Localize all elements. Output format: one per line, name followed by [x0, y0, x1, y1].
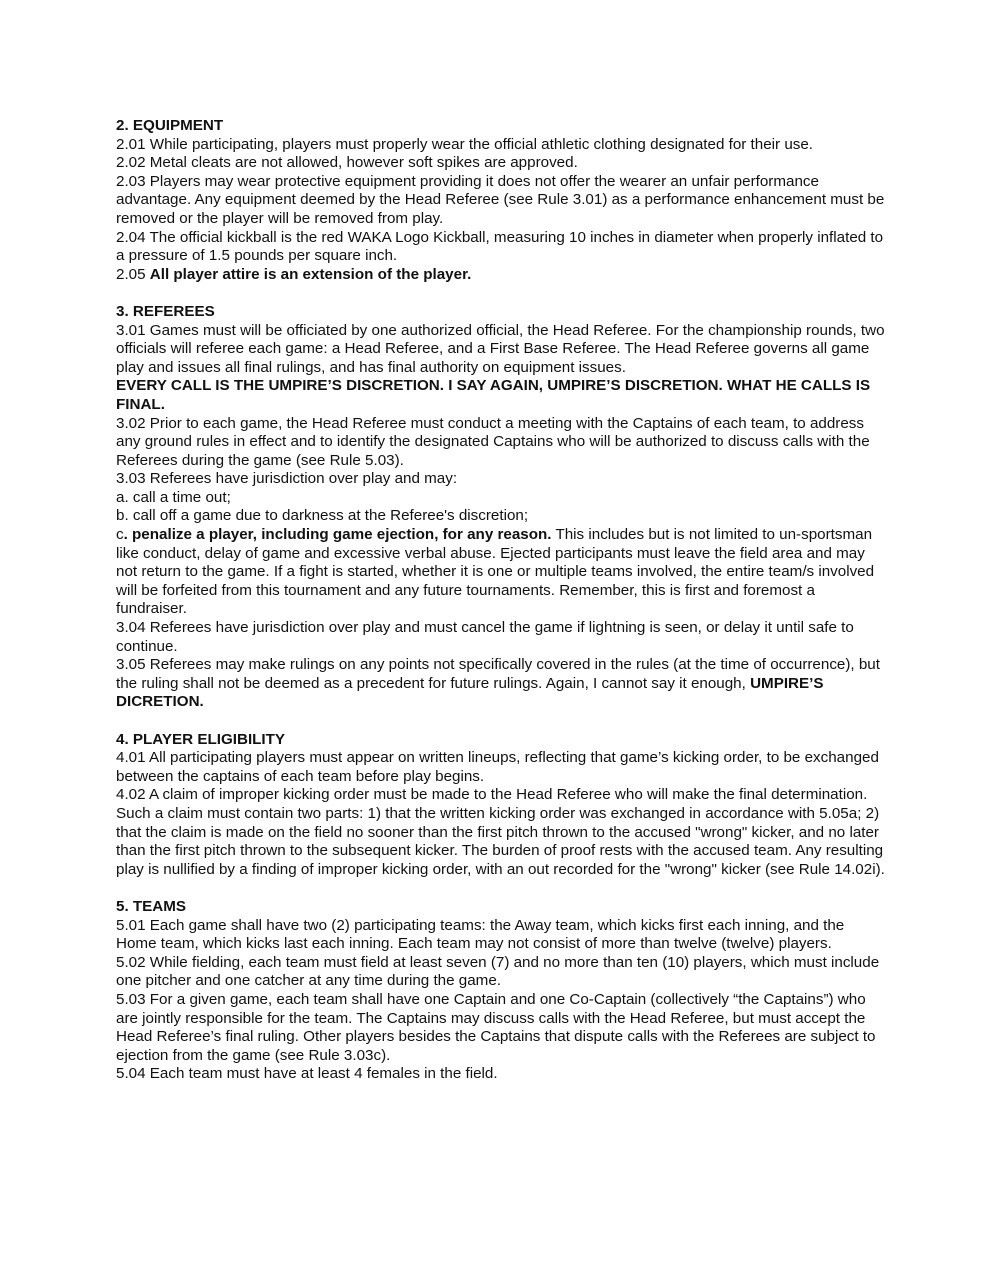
text-run: 5.04 Each team must have at least 4 females in the field.: [116, 1065, 498, 1083]
text-run: 3.02 Prior to each game, the Head Referee must conduct a meeting with the Captains of each team, to address any ground rules in effect and to identify the designated Captains who will be authorized to discuss calls with the Referees during the game (see Rule 5.03).: [116, 414, 870, 469]
section: [116, 303, 886, 712]
rule-paragraph: [116, 154, 886, 173]
bold-text: EVERY CALL IS THE UMPIRE’S DISCRETION. I SAY AGAIN, UMPIRE’S DISCRETION. WHAT HE CALLS IS FINAL.: [116, 377, 871, 413]
rule-paragraph: [116, 470, 886, 489]
rule-paragraph: [116, 786, 886, 879]
text-run: 3.05 Referees may make rulings on any points not specifically covered in the rules (at the time of occurrence), but the ruling shall not be deemed as a precedent for future rulings. Again, I cannot say it enough,: [116, 656, 880, 692]
text-run: 4.02 A claim of improper kicking order must be made to the Head Referee who will make the final determination. Such a claim must contain two parts: 1) that the written kicking order was exchanged in accordance with 5.05a; 2) that the claim is made on the field no sooner than the first pitch thrown to the accused "wrong" kicker, and no later than the first pitch thrown to the subsequent kicker. The burden of proof rests with the accused team. Any resulting play is nullified by a finding of improper kicking order, with an out recorded for the "wrong" kicker (see Rule 14.02i).: [116, 786, 885, 878]
section: [116, 117, 886, 284]
text-run: 2.04 The official kickball is the red WAKA Logo Kickball, measuring 10 inches in diameter when properly inflated to a pressure of 1.5 pounds per square inch.: [116, 228, 884, 265]
rule-paragraph: [116, 656, 886, 712]
text-run: 3.04 Referees have jurisdiction over play and must cancel the game if lightning is seen, or delay it until safe to continue.: [116, 619, 854, 655]
text-run: 2.01 While participating, players must properly wear the official athletic clothing designated for their use.: [116, 135, 814, 153]
text-run: 2.02 Metal cleats are not allowed, however soft spikes are approved.: [116, 154, 578, 172]
bold-text: . penalize a player, including game ejection, for any reason.: [123, 526, 552, 544]
section-heading: 3. REFEREES: [116, 302, 215, 320]
rule-paragraph: [116, 954, 886, 991]
section-heading: 4. PLAYER ELIGIBILITY: [116, 730, 286, 748]
text-run: b. call off a game due to darkness at the Referee's discretion;: [116, 507, 529, 525]
rule-paragraph: [116, 377, 886, 414]
rule-paragraph: [116, 229, 886, 266]
rule-paragraph: [116, 1065, 886, 1084]
text-run: 4.01 All participating players must appear on written lineups, reflecting that game’s kicking order, to be exchanged between the captains of each team before play begins.: [116, 749, 879, 785]
rule-paragraph: [116, 415, 886, 471]
rule-paragraph: [116, 507, 886, 526]
bold-text: All player attire is an extension of the player.: [149, 265, 472, 283]
text-run: 5.01 Each game shall have two (2) participating teams: the Away team, which kicks first each inning, and the Home team, which kicks last each inning. Each team may not consist of more than twelve (twelve) players.: [116, 916, 845, 953]
section: [116, 731, 886, 880]
rule-paragraph: [116, 266, 886, 285]
text-run: 2.05: [116, 265, 150, 283]
text-run: 3.01 Games must will be officiated by one authorized official, the Head Referee. For the championship rounds, two officials will referee each game: a Head Referee, and a First Base Referee. The Head Referee governs all game play and issues all final rulings, and has final authority on equipment issues.: [116, 321, 885, 376]
text-run: This includes but is not limited to un-sportsman like conduct, delay of game and excessive verbal abuse. Ejected participants must leave the field area and may not return to the game. If a fight is started, whether it is one or multiple teams involved, the entire team/s involved will be forfeited from this tournament and any future tournaments. Remember, this is first and foremost a fundraiser.: [116, 526, 875, 618]
rule-paragraph: [116, 173, 886, 229]
text-run: 2.03 Players may wear protective equipment providing it does not offer the wearer an unfair performance advantage. Any equipment deemed by the Head Referee (see Rule 3.01) as a performance enhancement must be removed or the player will be removed from play.: [116, 172, 885, 227]
text-run: 5.03 For a given game, each team shall have one Captain and one Co-Captain (collectively “the Captains”) who are jointly responsible for the team. The Captains may discuss calls with the Head Referee, but must accept the Head Referee’s final ruling. Other players besides the Captains that dispute calls with the Referees are subject to ejection from the game (see Rule 3.03c).: [116, 990, 876, 1064]
section-heading: 2. EQUIPMENT: [116, 117, 224, 134]
rule-paragraph: [116, 526, 886, 619]
rule-paragraph: [116, 619, 886, 656]
section-heading: 5. TEAMS: [116, 897, 187, 915]
bold-text: UMPIRE’S DICRETION.: [116, 674, 824, 711]
rule-paragraph: [116, 489, 886, 508]
rule-paragraph: [116, 991, 886, 1065]
rule-paragraph: [116, 917, 886, 954]
document-body: [116, 117, 886, 1102]
text-run: 3.03 Referees have jurisdiction over play and may:: [116, 470, 458, 488]
rule-paragraph: [116, 136, 886, 155]
section: [116, 898, 886, 1084]
text-run: 5.02 While fielding, each team must field at least seven (7) and no more than ten (10) players, which must include one pitcher and one catcher at any time during the game.: [116, 953, 880, 990]
rule-paragraph: [116, 749, 886, 786]
rule-paragraph: [116, 322, 886, 378]
text-run: c: [116, 526, 124, 544]
text-run: a. call a time out;: [116, 488, 231, 506]
